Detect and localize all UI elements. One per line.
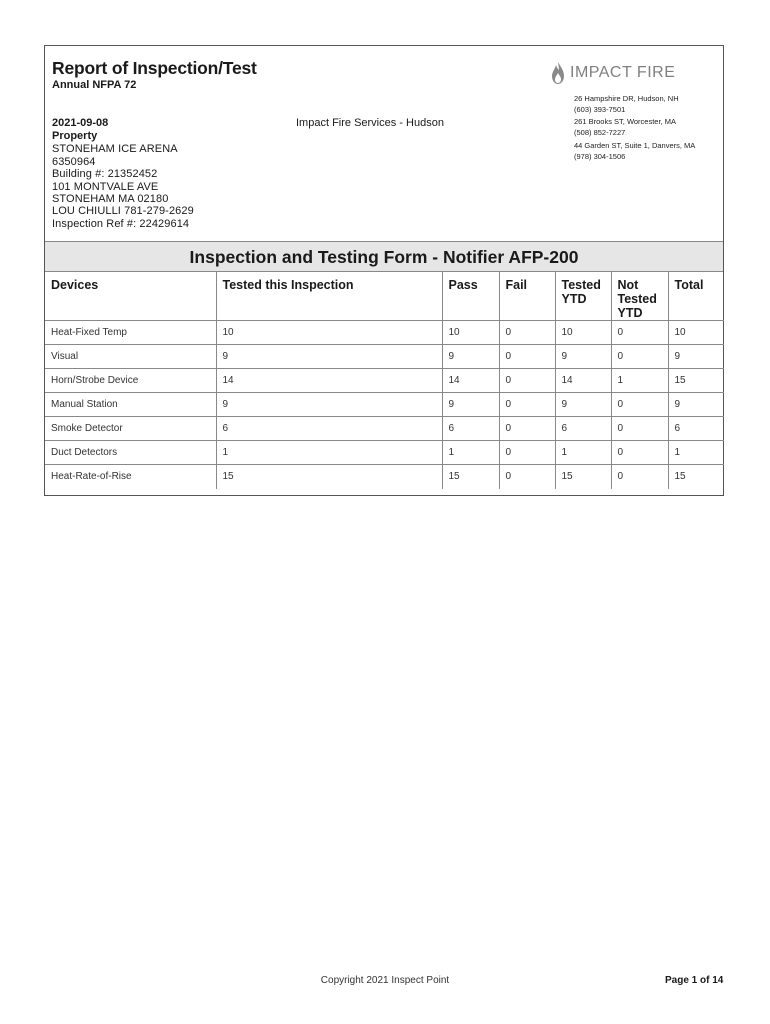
address-worcester: 261 Brooks ST, Worcester, MA <box>574 117 676 126</box>
col-tested-this-inspection: Tested this Inspection <box>216 272 442 321</box>
table-row <box>45 393 724 417</box>
cell-pass: 6 <box>442 417 499 441</box>
cell-tested-ytd: 14 <box>555 369 611 393</box>
cell-tested: 9 <box>216 345 442 369</box>
cell-tested-ytd: 9 <box>555 345 611 369</box>
city-state-zip: STONEHAM MA 02180 <box>52 193 169 205</box>
col-total: Total <box>668 272 724 321</box>
phone-danvers: (978) 304-1506 <box>574 152 626 161</box>
company-logo <box>551 60 675 86</box>
address-hudson: 26 Hampshire DR, Hudson, NH <box>574 94 679 103</box>
report-frame <box>44 45 724 496</box>
service-provider: Impact Fire Services - Hudson <box>296 117 444 129</box>
table-row <box>45 345 724 369</box>
cell-not-tested-ytd: 1 <box>611 369 668 393</box>
building-number: Building #: 21352452 <box>52 168 158 180</box>
cell-total: 10 <box>668 321 724 345</box>
col-tested-ytd: Tested YTD <box>555 272 611 321</box>
street-address: 101 MONTVALE AVE <box>52 181 159 193</box>
cell-fail: 0 <box>499 345 555 369</box>
col-fail: Fail <box>499 272 555 321</box>
cell-total: 1 <box>668 441 724 465</box>
cell-fail: 0 <box>499 321 555 345</box>
cell-tested: 1 <box>216 441 442 465</box>
inspection-ref: Inspection Ref #: 22429614 <box>52 218 190 230</box>
cell-tested: 14 <box>216 369 442 393</box>
cell-pass: 1 <box>442 441 499 465</box>
property-id: 6350964 <box>52 156 96 168</box>
cell-pass: 15 <box>442 465 499 489</box>
cell-tested-ytd: 15 <box>555 465 611 489</box>
table-header-row <box>45 272 724 321</box>
col-pass: Pass <box>442 272 499 321</box>
report-title: Report of Inspection/Test <box>52 58 257 78</box>
cell-tested: 15 <box>216 465 442 489</box>
cell-pass: 9 <box>442 393 499 417</box>
cell-not-tested-ytd: 0 <box>611 465 668 489</box>
phone-hudson: (603) 393-7501 <box>574 105 626 114</box>
cell-total: 9 <box>668 393 724 417</box>
cell-tested: 10 <box>216 321 442 345</box>
cell-tested-ytd: 9 <box>555 393 611 417</box>
report-subtitle: Annual NFPA 72 <box>52 79 137 91</box>
table-row <box>45 369 724 393</box>
cell-tested-ytd: 6 <box>555 417 611 441</box>
col-not-tested-ytd: Not Tested YTD <box>611 272 668 321</box>
device-table <box>45 272 724 489</box>
inspection-date: 2021-09-08 <box>52 117 109 129</box>
cell-not-tested-ytd: 0 <box>611 417 668 441</box>
cell-total: 6 <box>668 417 724 441</box>
cell-total: 9 <box>668 345 724 369</box>
cell-total: 15 <box>668 369 724 393</box>
cell-not-tested-ytd: 0 <box>611 393 668 417</box>
cell-pass: 9 <box>442 345 499 369</box>
col-devices: Devices <box>45 272 216 321</box>
cell-not-tested-ytd: 0 <box>611 321 668 345</box>
form-title: Inspection and Testing Form - Notifier AFP-200 <box>189 247 579 267</box>
cell-fail: 0 <box>499 465 555 489</box>
property-name: STONEHAM ICE ARENA <box>52 143 178 155</box>
table-row <box>45 321 724 345</box>
logo-text: IMPACT FIRE <box>570 64 676 81</box>
cell-device: Horn/Strobe Device <box>45 369 216 393</box>
cell-device: Visual <box>45 345 216 369</box>
cell-device: Heat-Rate-of-Rise <box>45 465 216 489</box>
cell-pass: 14 <box>442 369 499 393</box>
table-row <box>45 417 724 441</box>
phone-worcester: (508) 852-7227 <box>574 128 626 137</box>
cell-device: Manual Station <box>45 393 216 417</box>
cell-tested: 9 <box>216 393 442 417</box>
table-row <box>45 441 724 465</box>
cell-not-tested-ytd: 0 <box>611 345 668 369</box>
address-danvers: 44 Garden ST, Suite 1, Danvers, MA <box>574 141 696 150</box>
report-header <box>45 46 723 241</box>
cell-fail: 0 <box>499 393 555 417</box>
cell-device: Smoke Detector <box>45 417 216 441</box>
cell-tested: 6 <box>216 417 442 441</box>
cell-fail: 0 <box>499 441 555 465</box>
form-section-header <box>45 241 723 272</box>
cell-fail: 0 <box>499 417 555 441</box>
table-row <box>45 465 724 489</box>
contact: LOU CHIULLI 781-279-2629 <box>52 205 194 217</box>
cell-device: Heat-Fixed Temp <box>45 321 216 345</box>
page-number: Page 1 of 14 <box>665 975 724 986</box>
cell-device: Duct Detectors <box>45 441 216 465</box>
cell-total: 15 <box>668 465 724 489</box>
cell-not-tested-ytd: 0 <box>611 441 668 465</box>
property-label: Property <box>52 130 98 142</box>
cell-tested-ytd: 1 <box>555 441 611 465</box>
cell-fail: 0 <box>499 369 555 393</box>
cell-pass: 10 <box>442 321 499 345</box>
flame-icon <box>551 61 565 85</box>
cell-tested-ytd: 10 <box>555 321 611 345</box>
copyright: Copyright 2021 Inspect Point <box>320 975 450 986</box>
